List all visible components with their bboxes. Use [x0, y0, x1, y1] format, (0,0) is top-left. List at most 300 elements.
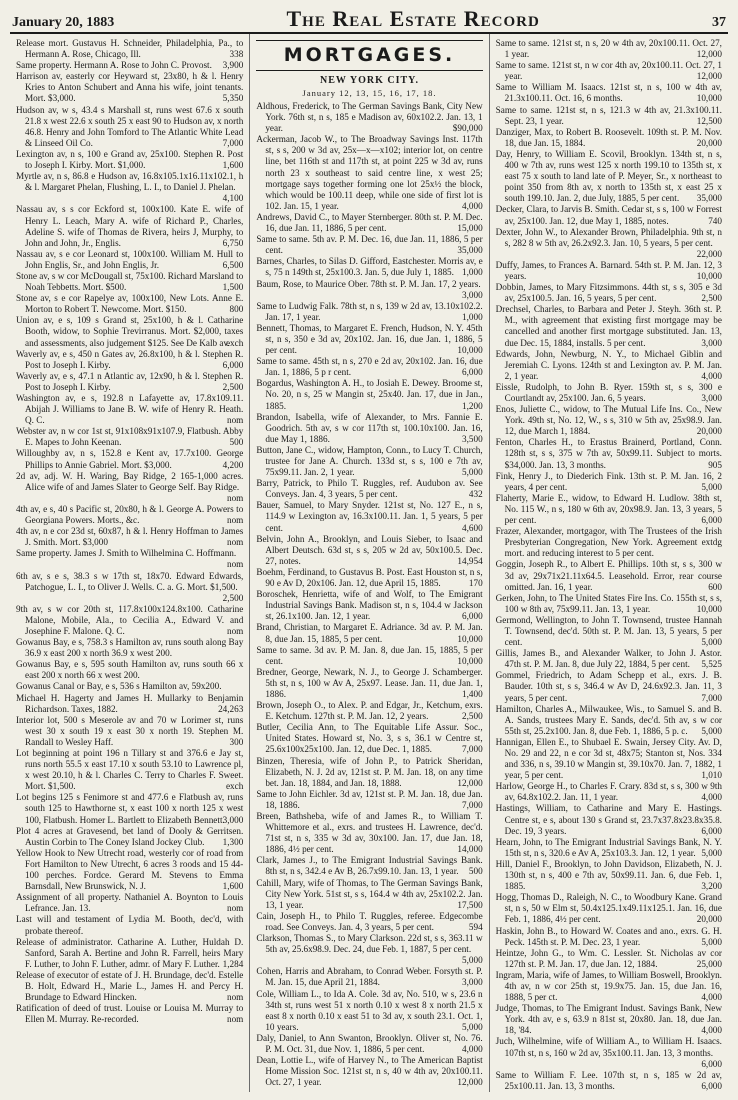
record-amount: 5,000	[701, 725, 722, 736]
record-amount: 432	[468, 489, 483, 500]
record-entry	[16, 792, 243, 825]
record-text: Brandon, Isabella, wife of Alexander, to Mrs. Fannie E. Goodrich. 5th av, s w cor 117th st, 100.10x100. Jan. 16, due May 1, 1886.	[256, 411, 483, 444]
record-entry	[496, 1003, 722, 1036]
record-text: Brown, Joseph O., to Alex. P. and Edgar, Jr., Ketchum, exrs. E. Ketchum. 127th st. P. M. Jan. 12, 2 years.	[256, 700, 483, 722]
record-amount: nom	[226, 515, 244, 526]
record-amount: 5,000	[701, 481, 722, 492]
record-amount: 5,525	[701, 659, 722, 670]
record-text: Gowanus Canal or Bay, e s, 536 s Hamilton av, 59x200.	[16, 681, 222, 692]
record-entry	[496, 803, 722, 836]
record-text: Interior lot, 500 s Meserole av and 70 w Lorimer st, runs west 30 x south 19 x east 30 x north 19. Stephen M. Randall to Wesley Haff.	[16, 714, 244, 747]
record-text: Willoughby av, n s, 152.8 e Kent av, 17.7x100. George Phillips to Annie Gabriel. Mort. $3,000.	[16, 448, 244, 470]
record-text: Gillis, James B., and Alexander Walker, to John J. Astor. 47th st. P. M. Jan. 8, due July 22, 1884, 5 per cent.	[495, 648, 722, 670]
record-entry	[496, 526, 722, 559]
record-amount: 5,000	[701, 847, 722, 858]
record-text: Clark, James J., to The Emigrant Industrial Savings Bank. 8th st, n s, 342.4 e Av B, 26.7x99.10. Jan. 13, 1 year.	[256, 855, 483, 877]
record-entry	[256, 412, 482, 445]
record-entry	[16, 149, 243, 171]
record-amount: 5,000	[461, 955, 483, 966]
record-text: Andrews, David C., to Mayer Sternberger. 80th st. P. M. Dec. 16, due Jan. 11, 1886, 5 per cent.	[256, 211, 483, 234]
record-amount: 5,000	[461, 467, 483, 478]
record-entry	[16, 60, 243, 71]
record-text: Germond, Wellington, to John T. Townsend, trustee Hannah T. Townsend, dec'd. 50th st. P. M. Jan. 13, 5 years, 5 per cent.	[495, 614, 722, 648]
section-title: MORTGAGES.	[256, 40, 482, 71]
record-entry	[16, 637, 243, 659]
record-text: Hannigan, Ellen E., to Shubael E. Swain, Jersey City. Av. D, No. 29 and 22, n e cor 3d st, 48x75; Stanton st, Nos. 334 and 336, n s, 39.10 w Mangin st, 39.10x70. Jan. 7, 1882, 1 year, 5 per cent.	[495, 736, 722, 781]
record-amount: 20,000	[696, 914, 722, 925]
record-entry	[256, 212, 482, 234]
record-amount: 1,200	[461, 400, 483, 411]
record-text: Bauer, Samuel, to Mary Snyder. 121st st, No. 127 E., n s, 114.9 w Lexington av, 16.3x100.11. Jan. 1, 5 years, 5 per cent.	[256, 500, 483, 533]
record-text: Dobbin, James, to Mary Fitzsimmons. 44th st, s s, 305 e 3d av, 25x100.5. Jan. 16, 5 years, 5 per cent.	[495, 282, 722, 304]
record-text: Binzen, Theresia, wife of John P., to Patrick Sheridan, Elizabeth, N. J. 2d av, 121st st. P. M. Jan. 18, on any time bet. Jan. 18, 1884, and Jan. 18, 1888.	[256, 755, 483, 788]
record-text: Same to William M. Isaacs. 121st st, n s, 100 w 4th av, 21.3x100.11. Oct. 16, 6 months.	[495, 82, 722, 104]
record-amount: 6,000	[461, 611, 483, 622]
record-amount: 5,000	[701, 936, 722, 947]
record-amount: 2,500	[222, 381, 244, 392]
record-amount: 25,000	[696, 958, 722, 969]
record-text: Ratification of deed of trust. Louise or Louisa M. Murray to Ellen M. Murray. Re-recorded.	[16, 1003, 244, 1025]
record-text: 6th av, s e s, 38.3 s w 17th st, 18x70. Edward Edwards, Patchogue, L. I., to Oliver J. Wells. C. a. G. Mort. $1,500.	[16, 570, 244, 592]
record-entry	[496, 105, 722, 127]
record-entry	[496, 127, 722, 149]
record-entry	[16, 693, 243, 715]
record-text: Belvin, John A., Brooklyn, and Louis Sieber, to Isaac and Albert Deutsch. 63d st, s s, 205 w 2d av, 50x100.5. Dec. 27, notes.	[256, 533, 483, 566]
record-entry	[16, 271, 243, 293]
record-entry	[256, 445, 482, 478]
record-text: Gowanus Bay, e s, 595 south Hamilton av, runs south 66 x east 200 x north 66 x west 200.	[16, 659, 244, 681]
record-entry	[16, 293, 243, 315]
record-text: Clarkson, Thomas S., to Mary Clarkson. 22d st, s s, 363.11 w 5th av, 25.6x98.9. Dec. 24, due Feb. 1, 1887, 5 per cent.	[256, 933, 483, 955]
record-amount: 4,100	[222, 193, 244, 204]
record-text: 4th av, n e cor 23d st, 60x87, h & l. Henry Hoffman to James J. Smith. Mort. $3,000	[16, 526, 244, 548]
record-entry	[16, 426, 243, 448]
record-text: Cohen, Harris and Abraham, to Conrad Weber. Forsyth st. P. M. Jan. 15, due April 21, 1884.	[256, 966, 483, 988]
record-text: Boroschek, Henrietta, wife of and Wolf, to The Emigrant Industrial Savings Bank. Madison st, n s, 104.4 w Jackson st, 26.1x100. Jan. 12, 1 year.	[256, 589, 483, 622]
record-entry	[496, 1070, 722, 1092]
record-amount: nom	[226, 415, 244, 426]
record-text: Waverly av, e s, 47.1 n Atlantic av, 12x90, h & l. Stephen R. Post to Joseph I. Kirby.	[16, 370, 244, 392]
record-amount: $90,000	[452, 123, 483, 134]
record-text: Nassau av, s s cor Eckford st, 100x100. Kate E. wife of Henry L. Leach, Mary A. wife of Richard P., Charles, Adeline S. wife of Thomas de Rivera, heirs J, Murphy, to John and John, Jr., Englis.	[16, 204, 244, 248]
record-text: Same property. Hermann A. Rose to John C. Provost.	[16, 60, 212, 71]
record-text: Lot beginning at point 196 n Tillary st and 376.6 e Jay st, runs north 55.5 x east 17.10 x south 53.10 to Lawrence pl, x west 20.10, h & l. Charles C. Terry to Charles F. Sweet. Mort. $1,500.	[16, 748, 244, 792]
record-text: Union av, e s, 109 s Grand st, 25x100, h & l. Catharine Booth, widow, to Sophie Trevirranus. Mort. $2,000, taxes and assessments, also judgement $125. See De Kalb av.	[16, 315, 244, 348]
record-entry	[16, 659, 243, 681]
record-entry	[256, 256, 482, 278]
record-amount: 6,500	[222, 259, 244, 270]
record-amount: 10,000	[457, 655, 483, 666]
record-text: Dexter, John W., to Alexander Brown, Philadelphia. 9th st, n s, 282 8 w 5th av, 26.2x92.3. Jan. 10, 5 years, 5 per cent.	[495, 226, 722, 248]
record-text: Lot begins 125 s Fenimore st and 477.6 e Flatbush av, runs south 125 to Hawthorne st, x east 100 x north 125 x west 100, Flatbush. Homer L. Bartlett to Elizabeth Bennett.	[16, 792, 244, 825]
record-entry	[256, 356, 482, 378]
record-entry	[256, 966, 482, 988]
issue-date: January 20, 1883	[12, 15, 115, 30]
record-entry	[16, 715, 243, 748]
record-text: Goggin, Joseph R., to Albert E. Phillips. 10th st, s s, 300 w 3d av, 29x71x21.11x64.5. Leasehold. Error, rear course omitted. Jan. 16, 1 year.	[495, 559, 722, 592]
record-text: Hastings, William, to Catharine and Mary E. Hastings. Centre st, e s, about 130 s Grand st, 23.7x37.8x23.8x35.8. Dec. 19, 3 years.	[495, 803, 722, 836]
record-amount: 20,000	[696, 137, 722, 148]
record-entry	[496, 615, 722, 648]
record-amount: 6,000	[701, 515, 722, 526]
record-text: Judge, Thomas, to The Emigrant Indust. Savings Bank, New York. 4th av, e s, 63.9 n 81st st, 20x80. Jan. 18, due Jan. 18, '84.	[495, 1003, 722, 1036]
record-text: Brand, Christian, to Margaret E. Adriance. 3d av. P. M. Jan. 8, due Jan. 15, 1885, 5 per cent.	[256, 622, 483, 644]
record-entry	[16, 371, 243, 393]
record-text: Bredner, George, Newark, N. J., to George J. Schamberger. 5th st, n s, 100 w Av A, 25x97. Lease. Jan. 11, due Jan. 1, 1886.	[256, 666, 483, 699]
record-entry	[256, 567, 482, 589]
record-entry	[256, 323, 482, 356]
record-entry	[256, 722, 482, 755]
record-amount: 3,000	[461, 289, 483, 300]
record-entry	[496, 204, 722, 226]
record-text: Dean, Lottie L., wife of Harvey N., to The American Baptist Home Mission Soc. 121st st, n s, 40 w 4th av, 20x100.11. Oct. 27, 1 year.	[256, 1055, 483, 1088]
record-entry	[256, 500, 482, 533]
record-amount: 1,600	[222, 881, 244, 892]
record-text: Barry, Patrick, to Philo T. Ruggles, ref. Audubon av. See Conveys. Jan. 4, 3 years, 5 per cent.	[256, 478, 483, 500]
record-text: 4th av, e s, 40 s Pacific st, 20x80, h & l. George A. Powers to Georgiana Powers. Morts., &c.	[16, 503, 244, 526]
record-amount: 1,500	[222, 282, 244, 293]
record-text: Haskin, John B., to Howard W. Coates and ano., exrs. G. H. Peck. 145th st. P. M. Dec. 23, 1 year.	[495, 925, 722, 947]
section-subhead: NEW YORK CITY.	[320, 75, 419, 86]
record-amount: 170	[468, 578, 483, 589]
record-amount: 10,000	[696, 603, 722, 614]
record-entry	[256, 855, 482, 877]
record-amount: 12,500	[696, 115, 722, 126]
record-entry	[16, 970, 243, 1003]
record-text: Stone av, s e cor Rapelye av, 100x100, New Lots. Anne E. Morton to Robert T. Newcome. Mort. $150.	[16, 293, 244, 315]
record-amount: 1,400	[461, 688, 483, 699]
record-text: Heintze, John G., to Wm. C. Lessler. St. Nicholas av cor 127th st. P. M. Jan. 17, due Jan. 12, 1884.	[495, 947, 722, 969]
record-amount: 10,000	[457, 633, 483, 644]
record-entry	[16, 604, 243, 637]
publication-title: The Real Estate Record	[286, 6, 540, 31]
record-entry	[496, 260, 722, 282]
record-text: Hudson av, w s, 43.4 s Marshall st, runs west 67.6 x south 21.8 x west 22.6 x south 25 x east 90 to Hudson av, x north 46.8. Henry and John Tomford to The Atlantic White Lead & Linseed Oil Co.	[16, 104, 244, 148]
record-entry	[16, 1003, 243, 1025]
record-entry	[256, 378, 482, 411]
record-amount: 3,200	[701, 881, 722, 892]
record-amount: 22,000	[696, 248, 722, 259]
record-entry	[496, 282, 722, 304]
record-amount: 500	[468, 866, 483, 877]
record-amount: 14,954	[457, 555, 483, 566]
record-entry	[256, 534, 482, 567]
record-amount: 1,000	[461, 311, 483, 322]
record-entry	[256, 101, 482, 134]
record-text: Cole, William L., to Ida A. Cole. 3d av, No. 510, w s, 23.6 n 34th st, runs west 51 x north 0.10 x west 8 x north 21.5 x east 8 x north 0.10 x east 51 to 3d av, x south 23.1. Oct. 1, 10 years.	[256, 988, 483, 1032]
record-entry	[496, 948, 722, 970]
record-text: Release of administrator. Catharine A. Luther, Huldah D. Sanford, Sarah A. Bertine and John R. Farrell, heirs Mary F. Luther, to John F. Luther, admr. of Mary F. Luther.	[16, 936, 244, 969]
record-text: Same to same. 121st st, n s, 20 w 4th av, 20x100.11. Oct. 27, 1 year.	[495, 38, 722, 60]
record-amount: 3,000	[701, 393, 722, 403]
record-amount: 20,000	[696, 426, 722, 437]
record-amount: nom	[226, 492, 244, 503]
record-text: Harlow, George H., to Charles F. Crary. 83d st, s s, 300 w 9th av, 64.8x102.2. Jan. 11, 1 year.	[495, 781, 722, 803]
record-amount: nom	[226, 1014, 244, 1025]
column-middle	[249, 34, 488, 1092]
record-entry	[16, 105, 243, 149]
record-amount: 2,500	[461, 711, 483, 722]
record-amount: 10,000	[696, 93, 722, 104]
record-entry	[16, 471, 243, 504]
record-amount: 15,000	[457, 223, 483, 234]
record-amount: 4,000	[461, 1043, 483, 1054]
column-right	[489, 34, 728, 1092]
record-amount: 4,000	[701, 992, 722, 1003]
record-entry	[256, 1033, 482, 1055]
record-entry	[256, 1055, 482, 1088]
record-entry	[16, 71, 243, 104]
record-entry	[16, 914, 243, 936]
record-entry	[16, 548, 243, 570]
record-text: Washington av, e s, 192.8 n Lafayette av, 17.8x109.11. Abijah J. Williams to Jane B. W. wife of Henry R. Heath. Q. C.	[16, 393, 244, 426]
record-amount: 6,750	[222, 237, 244, 248]
record-text: Release mort. Gustavus H. Schneider, Philadelphia, Pa., to Hermann A. Rose, Chicago, Ill.	[16, 38, 244, 60]
record-text: Same to same. 5th av. P. M. Dec. 16, due Jan. 11, 1886, 5 per cent.	[256, 234, 483, 256]
record-amount: 3,000	[461, 977, 483, 988]
record-text: Decker, Clara, to Jarvis B. Smith. Cedar st, s s, 100 w Forrest av, 25x100. Jan. 12, due May 1, 1885, notes.	[495, 204, 722, 226]
record-entry	[16, 937, 243, 970]
record-text: Same to John Eichler. 3d av, 121st st. P. M. Jan. 18, due Jan. 18, 1886.	[256, 788, 483, 810]
column-left	[10, 34, 249, 1092]
record-entry	[496, 149, 722, 204]
record-amount: 600	[708, 581, 722, 592]
record-amount: nom	[226, 559, 244, 570]
record-text: Gommel, Friedrich, to Adam Schepp et al., exrs. J. B. Bauder. 10th st, s s, 346.4 w Av D, 24.6x92.3. Jan. 11, 3 years, 5 per cent.	[495, 670, 722, 703]
record-text: Breen, Bathsheba, wife of and James R., to William T. Whittemore et al., exrs. and trustees H. Lawrence, dec'd. 71st st, n s, 335 w 3d av, 30x100. Jan. 17, due Jan. 18, 1886, 4½ per cent.	[256, 811, 483, 855]
record-amount: 740	[708, 215, 722, 226]
record-amount: 300	[229, 736, 244, 747]
record-entry	[16, 892, 243, 914]
record-text: 9th av, s w cor 20th st, 117.8x100x124.8x100. Catharine Malone, Mobile, Ala., to Cecilia A., Edward V. and Josephine F. Malone. Q. C.	[16, 603, 244, 636]
record-text: Hill, Daniel F., Brooklyn, to John Davidson, Elizabeth, N. J. 130th st, n s, 400 e 7th av, 50x99.11. Jan. 6, due Feb. 1, 1885.	[495, 858, 722, 892]
record-text: Nassau av, s e cor Leonard st, 100x100. William M. Hull to John Englis, Sr., and John Englis, Jr.	[16, 248, 244, 270]
page-number: 37	[711, 15, 726, 30]
record-amount: 7,000	[222, 137, 244, 148]
record-entry	[496, 892, 722, 925]
record-text: Same to same. 121st st, n s, 121.3 w 4th av, 21.3x100.11. Sept. 23, 1 year.	[495, 104, 722, 126]
record-entry	[256, 789, 482, 811]
record-text: Michael H. Hagerty and James H. Mullarky to Benjamin Richardson. Taxes, 1882.	[16, 692, 244, 714]
record-amount: 1,600	[222, 160, 244, 171]
record-entry	[496, 737, 722, 781]
record-text: Ackerman, Jacob W., to The Broadway Savings Inst. 117th st, s s, 200 w 3d av, 25x—x—x102; interior lot, on centre line, bet 116th st and 117th st, at point 225 w 3d av, runs north 23 x southeast to said centre line, x west 25; mortgage says together forming one lot 25x½ the block, which would be 100.11 deep, while one side of first lot is 102. Jan. 15, 1 year.	[256, 134, 483, 211]
record-text: Bogardus, Washington A. H., to Josiah E. Dewey. Broome st, No. 20, n s, 25 w Mangin st, 25x40. Jan. 17, due in Jan., 1885.	[256, 378, 483, 411]
record-text: Waverly av, e s, 450 n Gates av, 26.8x100, h & l. Stephen R. Post to Joseph I. Kirby.	[16, 348, 244, 370]
record-amount: 14,000	[457, 844, 483, 855]
record-text: Release of executor of estate of J. H. Brundage, dec'd. Estelle B. Holt, Edward H., Marie L., James H. and Percy H. Brundage to Edward Hincken.	[16, 969, 244, 1003]
record-text: 2d av, adj. W. H. Waring, Bay Ridge, 2 165-1,000 acres. Alice wife of and James Slater to George Self. Bay Ridge.	[16, 470, 244, 492]
record-text: Frazer, Alexander, mortgagor, with The Trustees of the Irish Presbyterian Congregation, New York. Agreement extdg mort. and reducing interest to 5 per cent.	[495, 526, 722, 559]
record-amount: 594	[468, 921, 483, 932]
record-entry	[256, 134, 482, 212]
record-entry	[16, 848, 243, 892]
record-amount: nom	[226, 903, 244, 914]
masthead	[10, 0, 728, 34]
record-amount: 35,000	[696, 193, 722, 204]
record-amount: 12,000	[696, 71, 722, 82]
record-entry	[16, 504, 243, 526]
record-amount: 17,500	[457, 899, 483, 910]
record-amount: 24,263	[218, 703, 244, 714]
record-text: Gowanus Bay, e s, 758.3 s Hamilton av, runs south along Bay 36.9 x east 200 x north 36.9 x west 200.	[16, 637, 244, 659]
record-amount: exch	[225, 781, 244, 792]
record-text: Webster av, n w cor 1st st, 91x108x91x107.9, Flatbush. Abby E. Mapes to John Keenan.	[16, 426, 244, 448]
record-entry	[496, 670, 722, 703]
record-entry	[256, 911, 482, 933]
record-amount: 6,000	[701, 1058, 722, 1069]
record-text: Hogg, Thomas D., Raleigh, N. C., to Woodbury Kane. Grand st, n s, 50 w Elm st, 50.4x125.1x49.11x125.1. Jan. 16, due Feb. 1, 1886, 4½ per cent.	[495, 892, 722, 925]
record-text: Myrtle av, n s, 86.8 e Hudson av, 16.8x105.1x16.11x102.1, h & l. Margaret Phelan, Flushing, L. I., to Daniel J. Phelan.	[16, 171, 244, 193]
record-entry	[496, 471, 722, 493]
record-entry	[256, 622, 482, 644]
record-amount: 2,500	[222, 592, 244, 603]
record-entry	[496, 404, 722, 437]
record-text: Butler, Cecilia Ann, to The Equitable Life Assur. Soc., United States. Howard st, No. 3, s s, 36.1 w Centre st, 25.6x100x25x100. Jan. 12, due Dec. 1, 1885.	[256, 722, 483, 755]
record-entry	[256, 234, 482, 256]
record-text: Drechsel, Charles, to Barbara and Peter J. Steyh. 36th st. P. M., with agreement that existing first mortgage may be cancelled and another first mortgage substituted. Jan. 13, due Dec. 15, 1884, installs. 5 per cent.	[495, 304, 722, 348]
record-entry	[16, 681, 243, 692]
record-text: Duffy, James, to Frances A. Barnard. 54th st. P. M. Jan. 12, 3 years.	[495, 259, 722, 281]
record-text: Same to same. 3d av. P. M. Jan. 8, due Jan. 15, 1885, 5 per cent.	[256, 644, 483, 666]
record-entry	[16, 826, 243, 848]
record-text: Fink, Henry J., to Diederich Fink. 13th st. P. M. Jan. 16, 2 years, 4 per cent.	[495, 470, 722, 492]
record-entry	[16, 526, 243, 548]
record-entry	[496, 704, 722, 737]
record-amount: 3,900	[222, 60, 244, 71]
record-text: Daly, Daniel, to Ann Swanton, Brooklyn. Oliver st, No. 76. P. M. Oct. 31, due Nov. 1, 1886, 5 per cent.	[256, 1032, 483, 1054]
record-entry	[16, 748, 243, 792]
record-amount: 12,000	[696, 49, 722, 60]
record-amount: 35,000	[457, 245, 483, 256]
record-text: Harrison av, easterly cor Heyward st, 23x80, h & l. Henry Kries to Anton Schubert and Anna his wife, joint tenants. Mort. $3,000.	[16, 71, 244, 104]
record-entry	[256, 645, 482, 667]
record-amount: 4,000	[701, 370, 722, 381]
record-amount: 4,000	[701, 792, 722, 803]
record-entry	[16, 171, 243, 204]
record-entry	[16, 349, 243, 371]
record-entry	[256, 811, 482, 855]
record-entry	[16, 393, 243, 426]
record-text: Edwards, John, Newburg, N. Y., to Michael Giblin and Jeremiah C. Lyons. 124th st and Lexington av. P. M. Jan. 2, 1 year.	[495, 348, 722, 381]
record-entry	[496, 82, 722, 104]
record-text: Yellow Hook to New Utrecht road, westerly cor of road from Fort Hamilton to New Utrecht, 6 acres 3 roods and 15 44-100 perches. Fordce. Gerard M. Stevens to Emma Barnsdall, New Brunswick, N. J.	[16, 847, 244, 892]
record-entry	[256, 478, 482, 500]
record-amount: 4,000	[701, 1025, 722, 1036]
section-dateline: January 12, 13, 15, 16, 17, 18.	[302, 88, 437, 98]
record-entry	[496, 781, 722, 803]
record-text: Bennett, Thomas, to Margaret E. French, Hudson, N. Y. 45th st, n s, 350 e 3d av, 20x102. Jan. 16, due Jan. 1, 1886, 5 per cent.	[256, 322, 483, 356]
record-amount: 10,000	[696, 270, 722, 281]
record-amount: 1,300	[222, 836, 244, 847]
record-entry	[496, 304, 722, 348]
record-amount: 3,000	[701, 337, 722, 348]
record-amount: 10,000	[457, 345, 483, 356]
record-entry	[256, 279, 482, 301]
record-text: Day, Henry, to William E. Scovil, Brooklyn. 134th st, n s, 400 w 7th av, runs west 125 x north 199.10 to 135th st, x east 75 x south to land late of P. Meyer, Sr., x northeast to point 350 from 8th av, x north to 135th st, x east 25 x south 199.10. Jan. 2, due July, 1885, 5 per cent.	[495, 148, 722, 204]
record-entry	[496, 926, 722, 948]
record-amount: 500	[229, 437, 244, 448]
record-entry	[16, 448, 243, 470]
record-amount: 1,010	[701, 770, 722, 781]
record-entry	[256, 700, 482, 722]
record-amount: nom	[226, 537, 244, 548]
record-text: Juch, Wilhelmine, wife of William A., to William H. Isaacs. 107th st, n s, 160 w 2d av, 35x100.11. Jan. 13, 3 months.	[495, 1036, 722, 1058]
record-entry	[496, 227, 722, 260]
record-amount: 1,284	[222, 958, 244, 969]
record-entry	[496, 382, 722, 404]
record-amount: 905	[708, 459, 722, 470]
record-entry	[496, 437, 722, 470]
record-entry	[496, 349, 722, 382]
record-amount: 2,500	[701, 293, 722, 304]
record-amount: 800	[229, 304, 244, 315]
record-entry	[256, 301, 482, 323]
record-text: Cain, Joseph H., to Philo T. Ruggles, referee. Edgecombe road. See Conveys. Jan. 4, 3 years, 5 per cent.	[256, 910, 483, 932]
record-text: Danziger, Max, to Robert B. Roosevelt. 109th st. P. M. Nov. 18, due Jan. 15, 1884.	[495, 126, 722, 148]
record-text: Boehm, Ferdinand, to Gustavus B. Post. East Houston st, n s, 90 e Av D, 20x106. Jan. 12, due April 15, 1885.	[256, 566, 483, 589]
record-entry	[256, 989, 482, 1033]
record-amount: 5,350	[222, 93, 244, 104]
record-text: Ingram, Maria, wife of James, to William Boswell, Brooklyn. 4th av, n w cor 25th st, 19.9x75. Jan. 15, due Jan. 16, 1888, 5 per ct.	[495, 969, 722, 1003]
record-text: Aldhous, Frederick, to The German Savings Bank, City New York. 76th st, n s, 185 e Madison av, 60x102.2. Jan. 13, 1 year.	[256, 101, 483, 134]
record-amount: 12,000	[457, 777, 483, 788]
record-amount: 1,000	[461, 267, 483, 278]
column-layout	[10, 34, 728, 1092]
record-entry	[256, 589, 482, 622]
record-text: Same to Ludwig Falk. 78th st, n s, 139 w 2d av, 13.10x102.2. Jan. 17, 1 year.	[256, 300, 483, 322]
record-entry	[496, 1036, 722, 1069]
record-text: Flaherty, Marie E., widow, to Edward H. Ludlow. 38th st, No. 115 W., n s, 180 w 6th av, 20x98.9. Jan. 13, 3 years, 5 per cent.	[495, 492, 722, 526]
record-amount: 7,000	[461, 744, 483, 755]
record-entry	[496, 648, 722, 670]
record-amount: 7,000	[701, 692, 722, 703]
record-entry	[496, 38, 722, 60]
record-amount: 6,000	[701, 825, 722, 836]
record-amount: 5,000	[461, 1021, 483, 1032]
record-entry	[496, 593, 722, 615]
record-text: Lexington av, n s, 100 e Grand av, 25x100. Stephen R. Post to Joseph I. Kirby. Mort. $1,000.	[16, 148, 244, 171]
record-text: Cahill, Mary, wife of Thomas, to The German Savings Bank, City New York. 51st st, s s, 164.4 w 4th av, 25x102.2. Jan. 13, 1 year.	[256, 877, 483, 910]
record-text: Hamilton, Charles A., Milwaukee, Wis., to Samuel S. and B. A. Sands, trustees Mary E. Sands, dec'd. 5th av, s w cor 55th st, 25.2x100. Jan. 8, due Feb. 1, 1886, 5 p. c.	[495, 703, 722, 736]
record-text: Same to same. 45th st, n s, 270 e 2d av, 20x102. Jan. 16, due Jan. 1, 1886, 5 p r cent.	[256, 356, 483, 378]
record-amount: nom	[226, 992, 244, 1003]
record-entry	[16, 204, 243, 248]
record-entry	[496, 837, 722, 859]
record-entry	[16, 249, 243, 271]
record-text: Same property. James J. Smith to Wilhelmina C. Hoffmann.	[16, 548, 237, 559]
record-amount: 6,000	[701, 1080, 722, 1091]
record-entry	[496, 859, 722, 892]
record-text: Button, Jane C., widow, Hampton, Conn., to Lucy T. Church, trustee for Jane A. Church. 133d st, s s, 100 e 7th av, 75x99.11. Jan. 2, 1 year.	[256, 444, 483, 478]
record-entry	[16, 38, 243, 60]
record-text: Same to same. 121st st, n w cor 4th av, 20x100.11. Oct. 27, 1 year.	[495, 60, 722, 82]
record-text: Barnes, Charles, to Silas D. Gifford, Eastchester. Morris av, e s, 75 n 149th st, 25x100.3. Jan. 5, due July 1, 1885.	[256, 256, 483, 278]
record-amount: 3,500	[461, 433, 483, 444]
record-amount: 4,200	[222, 459, 244, 470]
record-amount: 338	[229, 49, 244, 60]
record-amount: 7,000	[461, 799, 483, 810]
record-amount: 5,000	[701, 637, 722, 648]
record-entry	[496, 559, 722, 592]
record-entry	[256, 756, 482, 789]
record-entry	[496, 60, 722, 82]
record-entry	[16, 571, 243, 604]
record-text: Baum, Rose, to Maurice Ober. 78th st. P. M. Jan. 17, 2 years.	[256, 278, 481, 289]
record-amount: exch	[225, 337, 244, 348]
record-text: Same to William F. Lee. 107th st, n s, 185 w 2d av, 25x100.11. Jan. 13, 3 months.	[495, 1069, 722, 1091]
record-text: Hearn, John, to The Emigrant Industrial Savings Bank, N. Y. 15th st, n s, 320.6 e Av A, 25x103.3. Jan. 12, 1 year.	[495, 836, 722, 858]
